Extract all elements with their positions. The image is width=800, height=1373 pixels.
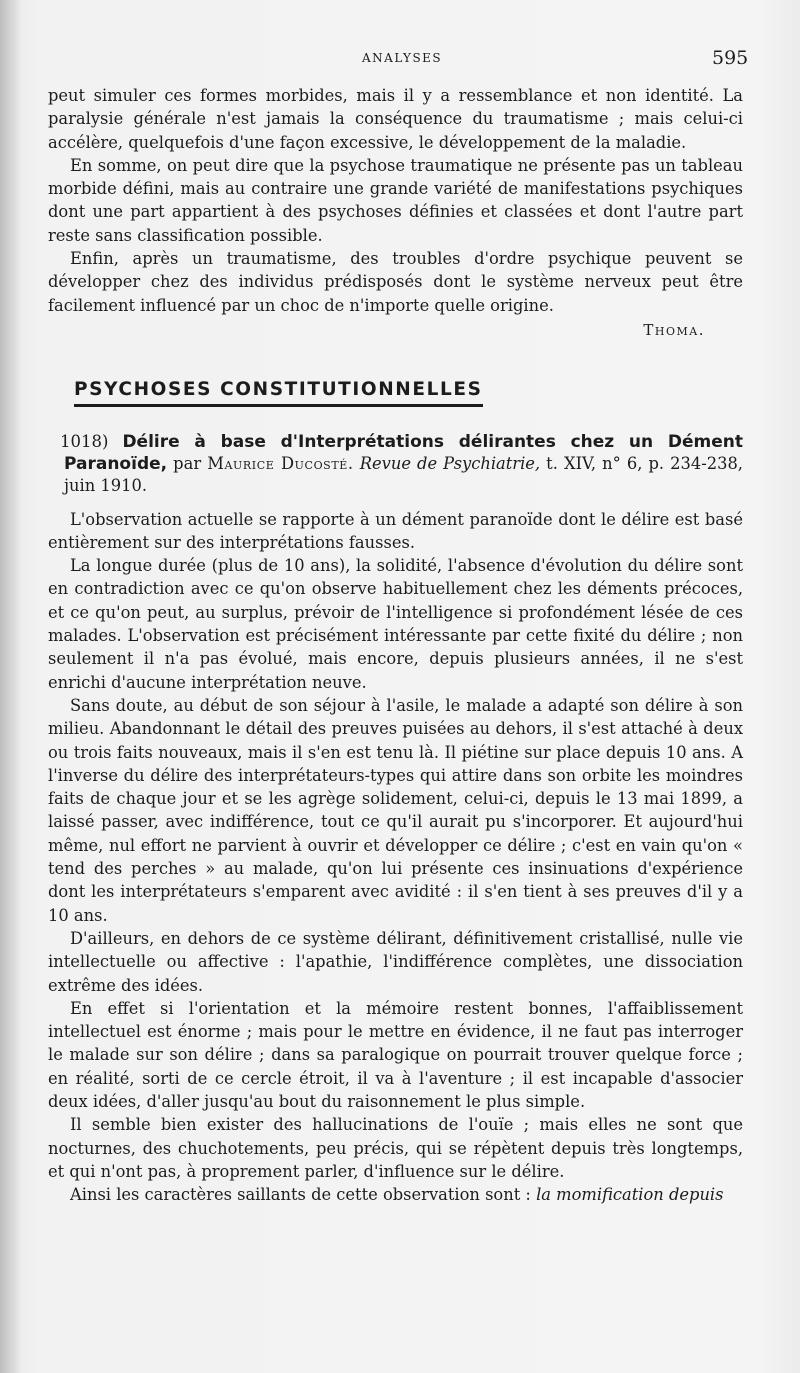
page-binding-shadow bbox=[0, 0, 22, 1373]
body-paragraph-last bbox=[48, 1183, 743, 1206]
entry-heading bbox=[48, 431, 743, 496]
intro-paragraph: Enfin, après un traumatisme, des troubles d'ordre psychique peuvent se développer chez des individus prédisposés dont le système nerveux peut être facilement influencé par un choc de n'importe quelle origine. bbox=[48, 249, 743, 315]
page-header bbox=[0, 47, 800, 71]
last-paragraph-italic: la momification depuis bbox=[536, 1185, 724, 1205]
page-number: 595 bbox=[712, 47, 749, 69]
body-paragraph: D'ailleurs, en dehors de ce système délirant, définitivement cristallisé, nulle vie intellectuelle ou affective : l'apathie, l'indifférence complètes, une dissociation extrême des idées. bbox=[48, 928, 743, 995]
author-signature: Thoma. bbox=[643, 320, 705, 339]
entry-by: par bbox=[167, 453, 208, 473]
entry-title: Délire à base d'Interprétations délirantes chez un Dément Paranoïde, bbox=[64, 431, 743, 474]
section-title: PSYCHOSES CONSTITUTIONNELLES bbox=[74, 378, 483, 406]
body-paragraph: Il semble bien exister des hallucinations de l'ouïe ; mais elles ne sont que nocturnes, des chuchotements, peu précis, qui se répètent depuis très longtemps, et qui n'ont pas, à proprement parler, d'influence sur le délire. bbox=[48, 1115, 743, 1181]
body-paragraph: La longue durée (plus de 10 ans), la solidité, l'absence d'évolution du délire sont en contradiction avec ce qu'on observe habituellement chez les déments précoces, et ce qu'on peut, au surplus, prévoir de l'intelligence si profondément lésée de ces malades. L'observation est précisément intéressante par cette fixité du délire ; non seulement il n'a pas évolué, mais encore, depuis plusieurs années, il ne s'est enrichi d'aucune interprétation neuve. bbox=[48, 556, 743, 692]
body-paragraph: Sans doute, au début de son séjour à l'asile, le malade a adapté son délire à son milieu. Abandonnant le détail des preuves puisées au dehors, il s'est attaché à deux ou trois faits nouveaux, mais il s'en est tenu là. Il piétine sur place depuis 10 ans. A l'inverse du délire des interprétateurs-types qui attire dans son orbite les moindres faits de chaque jour et se les agrège solidement, celui-ci, depuis le 13 mai 1899, a laissé passer, avec indifférence, tout ce qu'il aurait pu s'incorporer. Et aujourd'hui même, nul effort ne parvient à ouvrir et développer ce délire ; c'est en vain qu'on « tend des perches » au malade, qu'on lui présente ces insinuations d'expérience dont les interprétateurs s'emparent avec avidité : il s'en tient à ses preuves d'il y a 10 ans. bbox=[48, 695, 743, 925]
intro-paragraph: peut simuler ces formes morbides, mais il y a ressemblance et non identité. La paralysie générale n'est jamais la conséquence du traumatisme ; mais celui-ci accélère, quelquefois d'une façon excessive, le développement de la maladie. bbox=[48, 86, 743, 152]
intro-paragraph: En somme, on peut dire que la psychose traumatique ne présente pas un tableau morbide défini, mais au contraire une grande variété de manifestations psychiques dont une part appartient à des psychoses définies et classées et dont l'autre part reste sans classification possible. bbox=[48, 155, 743, 245]
body-paragraph: En effet si l'orientation et la mémoire restent bonnes, l'affaiblissement intellectuel est énorme ; mais pour le mettre en évidence, il ne faut pas interroger le malade sur son délire ; dans sa paralogique on pourrait trouver quelque force ; en réalité, sorti de ce cercle étroit, il va à l'aventure ; il est incapable d'associer deux idées, d'aller jusqu'au bout du raisonnement le plus simple. bbox=[48, 998, 743, 1111]
running-title: ANALYSES bbox=[362, 51, 443, 65]
body-paragraph: L'observation actuelle se rapporte à un dément paranoïde dont le délire est basé entièrement sur des interprétations fausses. bbox=[48, 509, 743, 552]
entry-author: Maurice Ducosté. bbox=[207, 453, 354, 473]
last-paragraph-text: Ainsi les caractères saillants de cette observation sont : bbox=[70, 1185, 537, 1205]
entry-journal: Revue de Psychiatrie, bbox=[359, 453, 541, 473]
entry-citation: t. XIV, n° 6, p. 234-238, juin 1910. bbox=[64, 453, 743, 495]
entry-number: 1018) bbox=[60, 431, 109, 451]
page-body bbox=[48, 84, 743, 1206]
